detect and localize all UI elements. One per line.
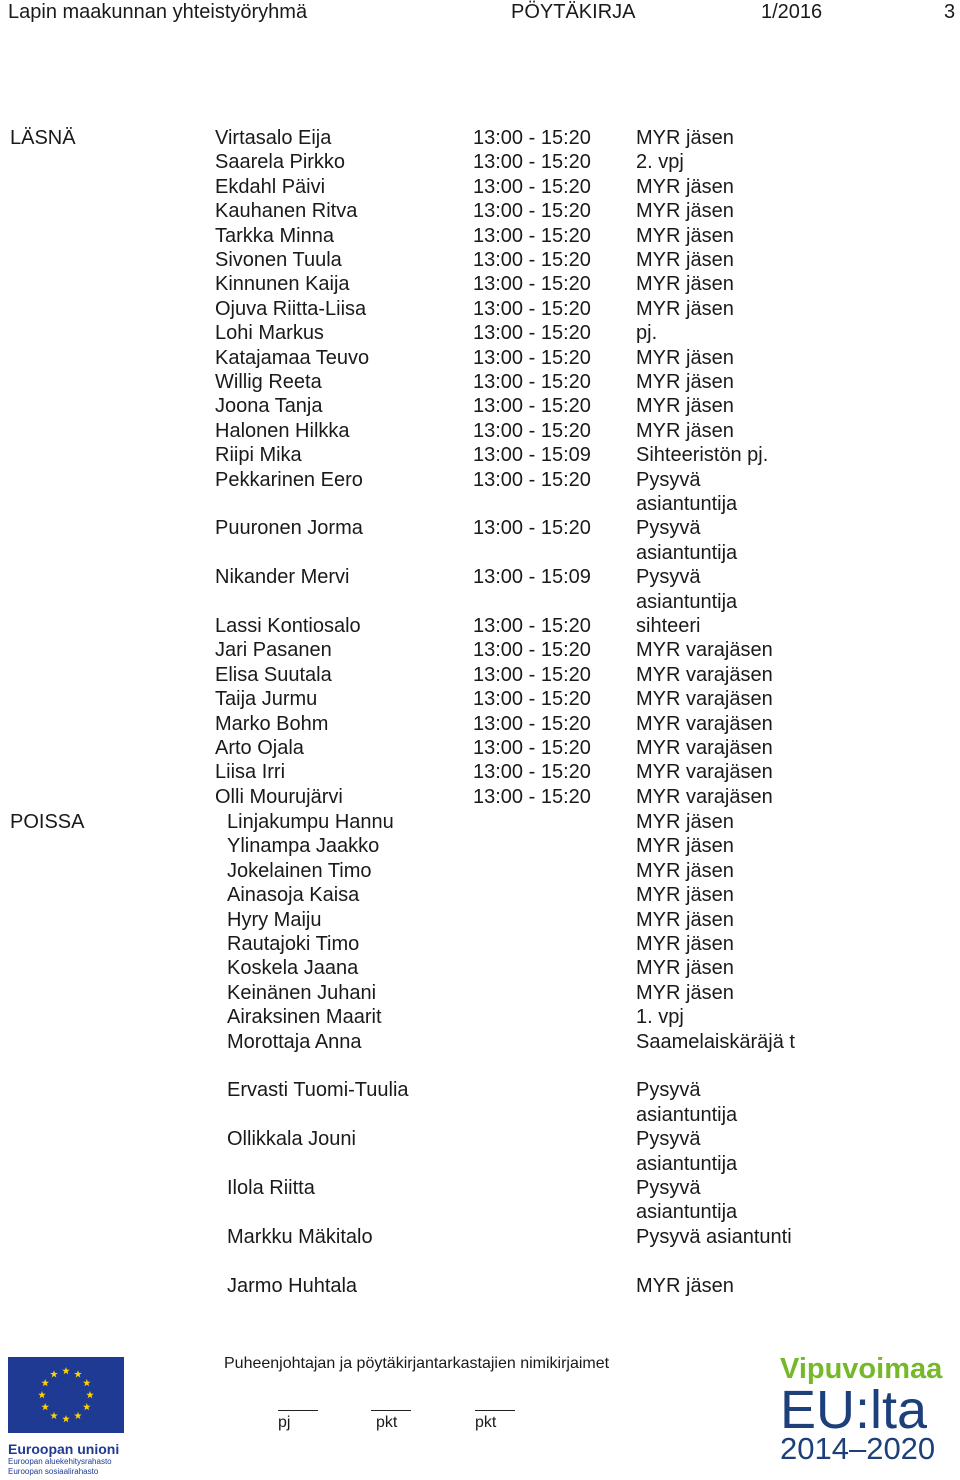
member-role: MYR jäsen [636,395,734,418]
member-role: MYR varajäsen [636,712,773,735]
vipuvoimaa-logo-line1: Vipuvoimaa [780,1353,943,1385]
member-name: Ekdahl Päivi [215,175,326,198]
member-name: Ojuva Riitta-Liisa [215,297,367,320]
attendance-time: 13:00 - 15:20 [473,371,591,393]
present-label: LÄSNÄ [10,127,76,149]
member-role: MYR jäsen [636,859,734,882]
attendance-time: 13:00 - 15:20 [473,151,591,174]
member-name: Ervasti Tuomi-Tuulia [227,1079,409,1102]
page-number: 3 [944,1,956,23]
member-role: MYR jäsen [636,933,734,955]
attendance-time: 13:00 - 15:20 [473,224,591,247]
member-name: Ollikkala Jouni [227,1128,356,1151]
member-name: Elisa Suutala [215,663,332,686]
member-role: MYR jäsen [636,419,734,442]
member-name: Katajamaa Teuvo [215,346,370,369]
member-role: MYR jäsen [636,957,734,980]
member-name: Sivonen Tuula [215,249,342,271]
member-name: Arto Ojala [215,737,304,759]
member-role: Pysyvä asiantuntija [636,566,738,613]
member-role: Pysyvä asiantuntija [636,1177,738,1224]
attendance-time: 13:00 - 15:20 [473,175,591,198]
member-name: Hyry Maiju [227,908,322,931]
signature-line-pj [278,1410,318,1411]
attendance-time: 13:00 - 15:09 [473,444,591,467]
member-role: MYR jäsen [636,1274,734,1297]
attendance-time: 13:00 - 15:20 [473,688,591,711]
member-role: MYR jäsen [636,200,734,223]
attendance-time: 13:00 - 15:20 [473,346,591,369]
member-role: MYR varajäsen [636,688,773,711]
member-name: Marko Bohm [215,712,329,735]
member-role: Pysyvä asiantunti [636,1225,792,1248]
signature-line-pkt-2 [475,1410,515,1411]
document-type: PÖYTÄKIRJA [511,1,636,23]
member-name: Keinänen Juhani [227,981,377,1004]
attendance-time: 13:00 - 15:20 [473,468,591,491]
member-role: MYR varajäsen [636,663,773,686]
member-name: Tarkka Minna [215,224,334,247]
attendance-time: 13:00 - 15:20 [473,761,591,784]
member-name: Markku Mäkitalo [227,1225,373,1248]
member-role: MYR jäsen [636,811,734,833]
member-role: MYR jäsen [636,249,734,271]
member-name: Ilola Riitta [227,1177,315,1199]
member-name: Ylinampa Jaakko [227,835,380,858]
member-role: 2. vpj [636,151,684,174]
member-name: Jokelainen Timo [227,859,372,882]
attendance-time: 13:00 - 15:20 [473,737,591,759]
member-role: MYR jäsen [636,835,734,858]
member-role: MYR varajäsen [636,785,773,808]
member-name: Airaksinen Maarit [227,1006,382,1029]
attendance-time: 13:00 - 15:20 [473,663,591,686]
member-name: Pekkarinen Eero [215,468,363,491]
member-name: Lohi Markus [215,322,324,345]
eu-logo-line2: Euroopan sosiaalirahasto [8,1467,99,1476]
member-name: Jari Pasanen [215,639,332,662]
vipuvoimaa-logo-years: 2014–2020 [780,1431,936,1466]
attendance-time: 13:00 - 15:09 [473,566,591,589]
member-name: Ainasoja Kaisa [227,884,360,907]
member-role: MYR jäsen [636,884,734,907]
member-name: Rautajoki Timo [227,933,360,955]
member-role: Pysyvä asiantuntija [636,517,738,564]
document-number: 1/2016 [761,1,823,23]
attendance-time: 13:00 - 15:20 [473,639,591,662]
member-role: Pysyvä asiantuntija [636,468,738,515]
member-name: Kinnunen Kaija [215,273,350,296]
eu-logo [8,1357,124,1477]
member-role: MYR jäsen [636,127,734,149]
absent-label: POISSA [10,811,85,833]
attendance-time: 13:00 - 15:20 [473,200,591,223]
member-name: Joona Tanja [215,395,323,418]
attendance-time: 13:00 - 15:20 [473,615,591,637]
eu-logo-line1: Euroopan aluekehitysrahasto [8,1457,112,1466]
member-name: Riipi Mika [215,444,302,467]
member-role: Sihteeristön pj. [636,444,769,467]
vipuvoimaa-logo-line2: EU:lta [780,1380,928,1440]
member-role: MYR jäsen [636,908,734,931]
attendance-time: 13:00 - 15:20 [473,249,591,271]
member-name: Nikander Mervi [215,566,350,589]
member-name: Kauhanen Ritva [215,200,358,223]
signature-label-pj: pj [278,1414,291,1431]
member-role: MYR jäsen [636,224,734,247]
attendance-time: 13:00 - 15:20 [473,273,591,296]
member-role: MYR jäsen [636,297,734,320]
vipuvoimaa-logo [780,1353,956,1477]
member-name: Halonen Hilkka [215,419,350,442]
signature-label-pkt-1: pkt [376,1414,398,1431]
attendance-time: 13:00 - 15:20 [473,297,591,320]
member-role: Pysyvä asiantuntija [636,1079,738,1126]
attendance-time: 13:00 - 15:20 [473,395,591,418]
member-name: Linjakumpu Hannu [227,811,394,833]
member-role: sihteeri [636,615,701,637]
member-name: Taija Jurmu [215,688,318,711]
member-role: 1. vpj [636,1006,684,1029]
signature-line-pkt-1 [371,1410,411,1411]
organization-name: Lapin maakunnan yhteistyöryhmä [8,1,308,23]
member-role: pj. [636,322,658,345]
member-name: Jarmo Huhtala [227,1274,358,1297]
attendance-time: 13:00 - 15:20 [473,322,591,345]
member-name: Saarela Pirkko [215,151,346,174]
member-name: Olli Mourujärvi [215,785,343,808]
member-role: MYR jäsen [636,371,734,393]
attendance-time: 13:00 - 15:20 [473,517,591,540]
eu-logo-title: Euroopan unioni [8,1441,120,1457]
attendance-time: 13:00 - 15:20 [473,127,591,149]
attendance-time: 13:00 - 15:20 [473,785,591,808]
member-name: Virtasalo Eija [215,127,332,149]
member-role: MYR varajäsen [636,761,773,784]
signature-note: Puheenjohtajan ja pöytäkirjantarkastajien nimikirjaimet [224,1355,610,1372]
member-role: MYR jäsen [636,981,734,1004]
member-role: MYR jäsen [636,346,734,369]
member-name: Liisa Irri [215,761,286,784]
member-name: Lassi Kontiosalo [215,615,361,637]
member-name: Morottaja Anna [227,1030,362,1053]
member-role: MYR varajäsen [636,639,773,662]
member-name: Willig Reeta [215,371,322,393]
member-role: Pysyvä asiantuntija [636,1128,738,1175]
signature-label-pkt-2: pkt [475,1414,497,1431]
member-name: Puuronen Jorma [215,517,363,540]
member-role: MYR jäsen [636,273,734,296]
eu-flag-icon [8,1357,124,1433]
member-role: MYR jäsen [636,175,734,198]
attendance-time: 13:00 - 15:20 [473,712,591,735]
member-role: MYR varajäsen [636,737,773,759]
member-name: Koskela Jaana [227,957,359,980]
member-role: Saamelaiskäräjä t [636,1030,795,1053]
attendance-time: 13:00 - 15:20 [473,419,591,442]
